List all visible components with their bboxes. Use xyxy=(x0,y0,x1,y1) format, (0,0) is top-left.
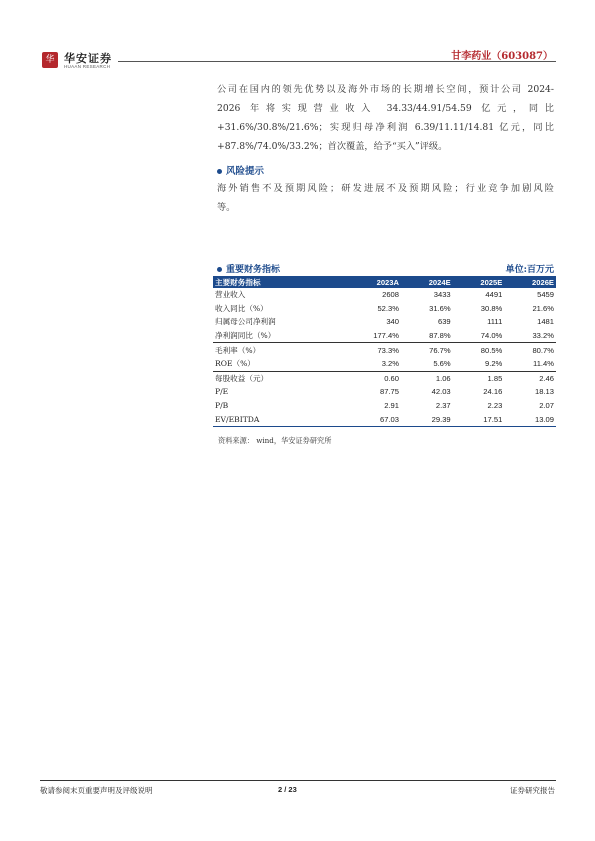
table-cell: 42.03 xyxy=(431,387,451,397)
risk-line: 等。 xyxy=(217,202,236,213)
row-label: EV/EBITDA xyxy=(213,412,342,426)
table-cell: 5.6% xyxy=(433,359,451,369)
table-cell: 340 xyxy=(386,317,399,327)
table-cell: 80.7% xyxy=(504,343,556,357)
table-cell: 2.91 xyxy=(384,401,399,411)
footer-report-type: 证券研究报告 xyxy=(510,786,555,795)
table-cell: 87.75 xyxy=(379,387,399,397)
bullet-icon xyxy=(217,267,222,272)
table-row xyxy=(213,329,556,343)
table-cell: 87.8% xyxy=(429,331,451,341)
table-cell: 0.60 xyxy=(342,371,401,385)
column-header: 2026E xyxy=(532,277,554,287)
table-cell: 1.85 xyxy=(453,371,505,385)
table-cell: 67.03 xyxy=(342,412,401,426)
table-cell: 11.4% xyxy=(533,359,554,369)
table-cell: 2.37 xyxy=(435,401,451,411)
risk-paragraph xyxy=(217,179,554,217)
table-cell: 74.0% xyxy=(480,331,503,341)
table-cell: 3433 xyxy=(433,290,451,300)
column-header: 2023A xyxy=(376,277,399,287)
table-source: 资料来源： wind，华安证券研究所 xyxy=(218,436,332,445)
table-title: 重要财务指标 xyxy=(217,262,280,275)
logo-mark: 华 xyxy=(42,52,58,68)
bullet-icon xyxy=(217,169,222,174)
financial-table xyxy=(213,276,556,427)
page-number: 2 / 23 xyxy=(278,785,297,794)
table-cell: 1.06 xyxy=(401,371,453,385)
table-cell: 76.7% xyxy=(401,343,453,357)
table-cell: 33.2% xyxy=(532,331,554,341)
table-cell: 2.07 xyxy=(539,401,554,411)
table-header-row xyxy=(213,276,556,288)
column-header: 主要财务指标 xyxy=(215,277,261,287)
table-cell: 1481 xyxy=(537,317,554,327)
table-header xyxy=(213,262,556,276)
column-header: 2024E xyxy=(428,277,451,287)
table-unit: 单位:百万元 xyxy=(505,265,554,275)
column-header: 2025E xyxy=(480,277,503,287)
table-cell: 177.4% xyxy=(373,331,399,341)
logo-english: HUAAN RESEARCH xyxy=(64,64,111,69)
company-title: 甘李药业（603087） xyxy=(451,51,553,62)
logo-name: 华安证券 xyxy=(64,52,112,65)
table-cell: 1111 xyxy=(487,317,503,327)
table-cell: 2608 xyxy=(382,290,399,300)
intro-line: 公司在国内的领先优势以及海外市场的长期增长空间，预计公司 2024- xyxy=(217,84,554,95)
risk-title: 风险提示 xyxy=(217,163,264,177)
footer-divider xyxy=(40,780,556,781)
table-cell: 3.2% xyxy=(381,359,399,369)
row-label: 毛利率（%） xyxy=(213,343,342,357)
table-cell: 29.39 xyxy=(401,412,453,426)
row-label: 净利润同比（%） xyxy=(215,331,276,341)
table-cell: 9.2% xyxy=(485,359,503,369)
table-row xyxy=(213,399,556,413)
table-row xyxy=(213,343,556,357)
table-cell: 18.13 xyxy=(534,387,554,397)
row-label: 收入同比（%） xyxy=(215,303,268,313)
table-row xyxy=(213,357,556,371)
table-cell: 52.3% xyxy=(377,303,399,313)
row-label: 营业收入 xyxy=(215,290,246,300)
table-cell: 80.5% xyxy=(453,343,505,357)
table-cell: 73.3% xyxy=(342,343,401,357)
table-cell: 17.51 xyxy=(453,412,505,426)
intro-line: +31.6%/30.8%/21.6%；实现归母净利润 6.39/11.11/14.81 亿元，同比 xyxy=(217,122,554,133)
table-row xyxy=(213,371,556,385)
intro-line: +87.8%/74.0%/33.2%；首次覆盖，给予“买入”评级。 xyxy=(217,141,448,152)
table-cell: 31.6% xyxy=(429,303,451,313)
table-cell: 2.46 xyxy=(504,371,556,385)
table-row xyxy=(213,288,556,302)
table-cell: 13.09 xyxy=(504,412,556,426)
intro-line: 2026 年将实现营业收入 34.33/44.91/54.59 亿元，同比 xyxy=(217,103,554,114)
table-row xyxy=(213,385,556,399)
footer-disclaimer: 敬请参阅末页重要声明及评级说明 xyxy=(40,786,153,795)
intro-paragraph xyxy=(217,80,554,156)
table-row xyxy=(213,302,556,316)
row-label: P/B xyxy=(215,401,229,411)
table-cell: 24.16 xyxy=(483,387,503,397)
row-label: P/E xyxy=(215,387,229,397)
table-row xyxy=(213,315,556,329)
table-cell: 30.8% xyxy=(480,303,503,313)
risk-line: 海外销售不及预期风险；研发进展不及预期风险；行业竞争加剧风险 xyxy=(217,183,554,194)
row-label: ROE（%） xyxy=(215,359,255,369)
table-cell: 5459 xyxy=(537,290,554,300)
table-cell: 21.6% xyxy=(532,303,554,313)
row-label: 归属母公司净利润 xyxy=(215,317,276,327)
table-cell: 2.23 xyxy=(487,401,503,411)
table-cell: 4491 xyxy=(485,290,503,300)
table-cell: 639 xyxy=(437,317,451,327)
financial-table-block xyxy=(213,262,556,427)
table-row xyxy=(213,412,556,426)
row-label: 每股收益（元） xyxy=(213,371,342,385)
